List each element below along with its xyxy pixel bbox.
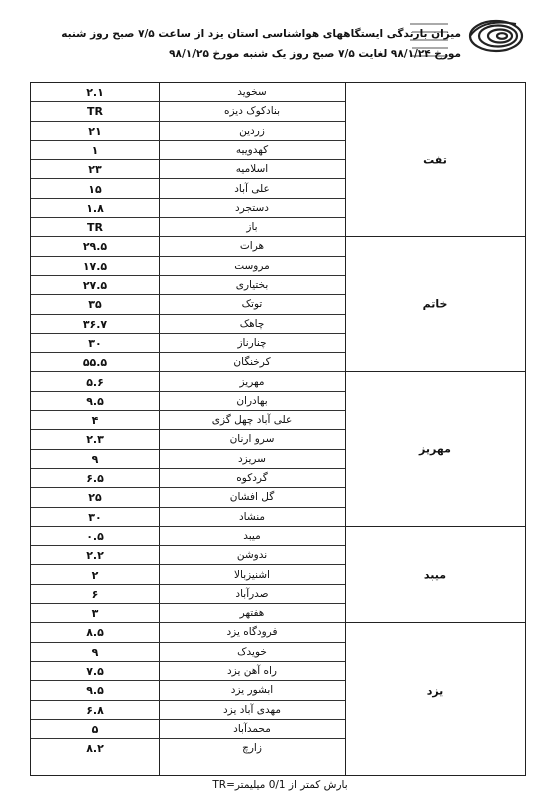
rainfall-value: TR <box>87 105 103 119</box>
station-name: دستجرد <box>235 201 269 214</box>
table-row <box>31 315 345 334</box>
rainfall-value: ۱۷.۵ <box>82 259 108 273</box>
table-row <box>31 739 345 758</box>
station-name: منشاد <box>238 510 266 523</box>
table-row <box>31 662 345 681</box>
rainfall-value: ۵ <box>91 722 99 736</box>
city-group <box>345 373 525 527</box>
report-title: میزان بارندگی ایستگاههای هواشناسی استان یزد از ساعت ۷/۵ صبح روز شنبه <box>61 28 461 40</box>
station-name: مروست <box>234 259 270 272</box>
rainfall-value: ۱ <box>91 143 99 157</box>
table-row <box>31 237 345 256</box>
station-name: مهریز <box>239 375 265 388</box>
table-row <box>31 102 345 121</box>
table-row <box>31 681 345 700</box>
rainfall-value: ۲۹.۵ <box>82 240 108 254</box>
table-row <box>31 604 345 623</box>
footnote: بارش کمتر از 0/1 میلیمتر=TR <box>212 779 348 791</box>
rainfall-value: ۱۵ <box>88 182 102 196</box>
table-row <box>31 430 345 449</box>
rainfall-value: ۷.۵ <box>86 665 104 678</box>
station-name: بختیاری <box>235 279 269 291</box>
station-name: خویدک <box>237 645 267 658</box>
table-row <box>31 141 345 160</box>
rainfall-value: ۹ <box>91 452 99 466</box>
rainfall-value: ۲.۲ <box>86 549 104 563</box>
station-name: زردین <box>239 124 265 137</box>
table-row <box>31 623 345 642</box>
table-row <box>31 411 345 430</box>
rainfall-value: ۵۵.۵ <box>82 356 108 370</box>
station-name: سریزد <box>238 452 266 465</box>
rainfall-value: ۲.۱ <box>86 86 104 99</box>
rainfall-value: ۹.۵ <box>86 394 104 408</box>
station-name: راه آهن یزد <box>226 665 277 677</box>
rainfall-value: ۲ <box>91 568 99 582</box>
city-group <box>345 83 525 237</box>
station-name: گل افشان <box>229 491 275 504</box>
city-name: میبد <box>423 568 447 582</box>
station-name: باز <box>246 221 258 234</box>
rainfall-value: ۳۰ <box>88 510 102 524</box>
city-group <box>345 623 525 758</box>
station-name: بهادران <box>236 394 268 407</box>
rainfall-value: ۲۷.۵ <box>82 279 108 292</box>
station-name: کهدوییه <box>235 143 269 156</box>
table-row <box>31 527 345 546</box>
station-name: بنادکوک دیزه <box>223 105 281 118</box>
rainfall-value: ۹.۵ <box>86 684 104 698</box>
table-row <box>31 488 345 507</box>
station-name: اسلامیه <box>235 163 269 176</box>
table-row <box>31 566 345 585</box>
table-row <box>31 122 345 141</box>
rainfall-value: ۴ <box>91 414 99 428</box>
report-date-range: مورخ ۹۸/۱/۲۴ لغایت ۷/۵ صبح روز یک شنبه مورخ ۹۸/۱/۲۵ <box>169 48 461 60</box>
table-row <box>31 353 345 372</box>
table-row <box>31 643 345 662</box>
table-row <box>31 720 345 739</box>
station-name: سخوید <box>237 86 267 98</box>
table-row <box>31 199 345 218</box>
rainfall-value: ۸.۵ <box>86 626 104 640</box>
station-name: صدرآباد <box>235 587 269 600</box>
station-name: هرات <box>239 240 265 253</box>
city-name: مهریز <box>419 442 451 456</box>
table-row <box>31 373 345 392</box>
table-row <box>31 450 345 469</box>
city-group <box>345 237 525 372</box>
city-group <box>345 527 525 624</box>
table-row <box>31 701 345 720</box>
city-name: خاتم <box>422 297 448 311</box>
rainfall-value: ۹ <box>91 645 99 659</box>
station-name: سرو ارنان <box>229 433 275 446</box>
rainfall-value: ۶.۸ <box>86 703 104 717</box>
rainfall-value: ۵.۶ <box>86 375 104 389</box>
table-row <box>31 83 345 102</box>
rainfall-value: ۱.۸ <box>86 201 104 215</box>
station-name: چنارناز <box>237 336 267 349</box>
station-name: فرودگاه یزد <box>226 626 278 639</box>
table-row <box>31 218 345 237</box>
station-name: چاهک <box>239 317 265 330</box>
rainfall-value: TR <box>87 221 103 235</box>
rainfall-value: ۲۱ <box>88 124 102 138</box>
rainfall-value: ۳۵ <box>88 298 102 312</box>
table-row <box>31 276 345 295</box>
station-name: توتک <box>241 298 263 311</box>
rainfall-value: ۲.۳ <box>86 433 104 447</box>
station-name: محمدآباد <box>233 722 271 735</box>
meteorology-logo-icon <box>408 10 528 72</box>
table-row <box>31 585 345 604</box>
station-name: هفتهر <box>239 607 265 620</box>
table-row <box>31 469 345 488</box>
station-name: مهدی آباد یزد <box>223 703 281 716</box>
station-name: علی آباد چهل گزی <box>211 414 293 427</box>
city-name: تفت <box>423 153 447 167</box>
document-header <box>0 0 557 86</box>
table-row <box>31 392 345 411</box>
rainfall-value: ۲۳ <box>88 163 102 177</box>
station-name: کرخنگان <box>233 356 271 369</box>
table-row <box>31 180 345 199</box>
station-name: علی آباد <box>234 182 270 195</box>
rainfall-value: ۰.۵ <box>86 529 104 543</box>
rainfall-value: ۲۵ <box>88 491 102 505</box>
rainfall-value: ۳۶.۷ <box>82 317 108 331</box>
station-name: اشنیزبالا <box>234 568 270 581</box>
station-name: ندوشن <box>236 549 268 562</box>
table-row <box>31 508 345 527</box>
station-name: گردکوه <box>236 472 268 484</box>
station-name: ابشور یزد <box>230 684 274 697</box>
rainfall-value: ۶ <box>91 587 99 601</box>
rainfall-value: ۸.۲ <box>86 742 104 756</box>
table-row <box>31 160 345 179</box>
city-name: یزد <box>426 684 444 698</box>
station-name: میبد <box>243 529 261 542</box>
table-row <box>31 334 345 353</box>
table-row <box>31 546 345 565</box>
table-row <box>31 257 345 276</box>
rainfall-table <box>30 82 526 776</box>
table-row <box>31 295 345 314</box>
rainfall-value: ۳۰ <box>88 336 102 350</box>
rainfall-value: ۳ <box>91 607 99 621</box>
rainfall-value: ۶.۵ <box>86 472 104 485</box>
station-name: زارچ <box>242 742 262 755</box>
